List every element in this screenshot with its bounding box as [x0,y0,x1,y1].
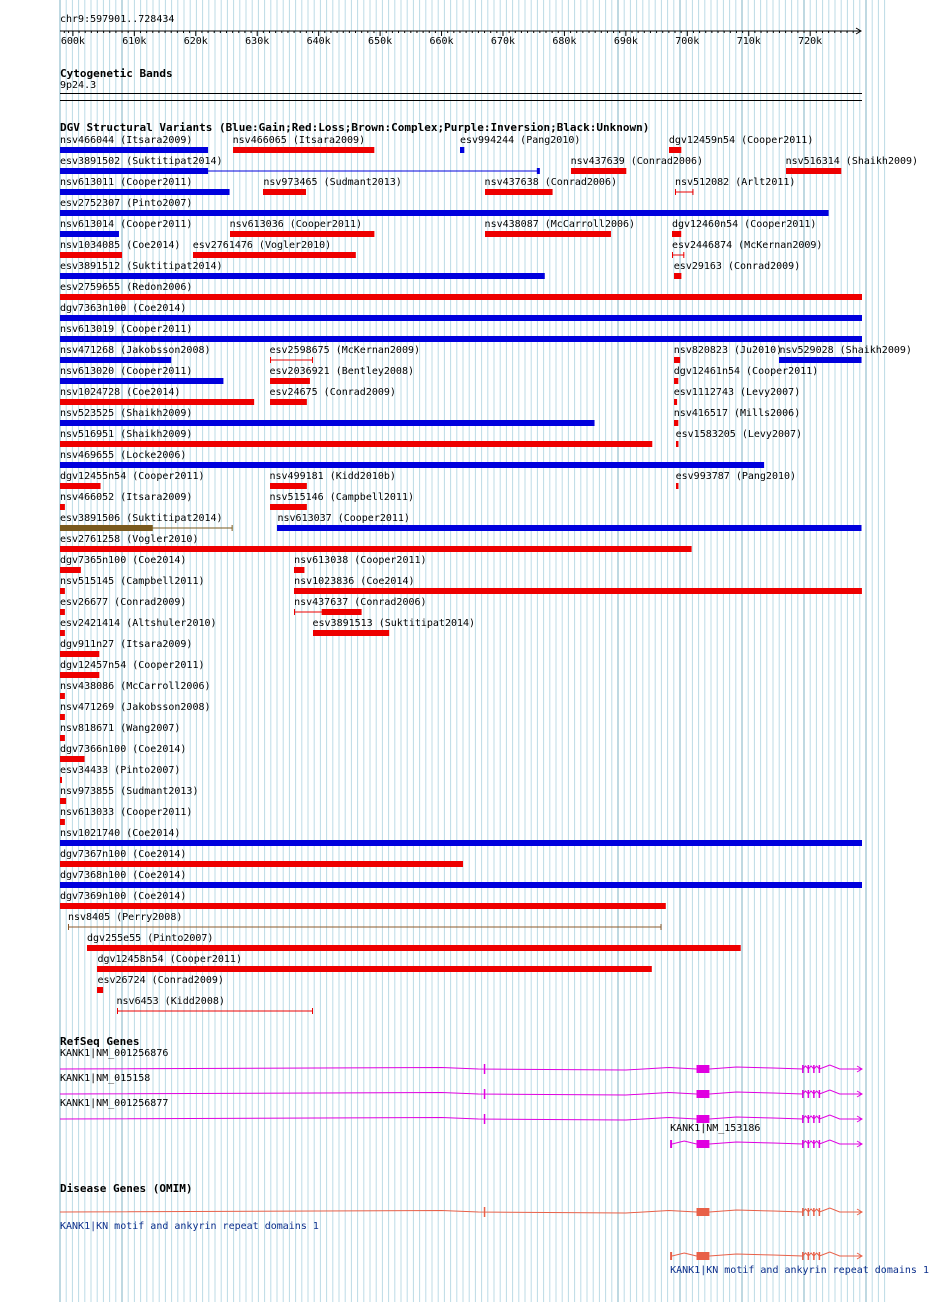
dgv-variant-glyph [60,609,67,617]
cytoband-divider-top [60,93,862,94]
dgv-variant-glyph [672,252,686,260]
dgv-variant-label: dgv12457n54 (Cooper2011) [60,660,205,671]
ruler-tick-label: 670k [490,36,516,47]
dgv-variant-glyph [676,441,680,449]
dgv-variant-glyph [60,546,694,554]
dgv-variant-label: esv3891513 (Suktitipat2014) [312,618,476,629]
dgv-variant-glyph [294,567,306,575]
dgv-variant[interactable] [673,387,801,407]
dgv-variant[interactable] [87,933,741,953]
dgv-variant-glyph [60,630,67,638]
dgv-variant-label: esv26677 (Conrad2009) [60,597,187,608]
refseq-gene-label: KANK1|NM_001256876 [60,1048,169,1059]
dgv-variant-glyph [60,483,103,491]
dgv-variant-label: nsv471269 (Jakobsson2008) [60,702,211,713]
dgv-variant-label: esv2761258 (Vogler2010) [60,534,199,545]
dgv-variant[interactable] [60,156,540,176]
dgv-variant-label: nsv613036 (Cooper2011) [229,219,363,230]
dgv-variant-glyph [60,336,864,344]
refseq-gene[interactable] [0,1123,890,1157]
dgv-variant-glyph [60,504,67,512]
dgv-variant-glyph [676,483,680,491]
dgv-variant[interactable] [277,513,862,533]
omim-gene-label: KANK1|KN motif and ankyrin repeat domains 1 [670,1265,929,1276]
ruler-tick-label: 700k [675,36,700,47]
dgv-variant-label: esv34433 (Pinto2007) [60,765,181,776]
ruler-tick-label: 600k [60,36,85,47]
dgv-variant[interactable] [484,177,617,197]
dgv-variant-label: nsv437637 (Conrad2006) [294,597,427,608]
dgv-variant[interactable] [60,576,205,596]
dgv-variant[interactable] [294,555,427,575]
dgv-variant-glyph [60,252,124,260]
dgv-variant[interactable] [60,303,862,323]
dgv-variant-label: dgv12460n54 (Cooper2011) [671,219,817,230]
dgv-variant-label: esv2598675 (McKernan2009) [269,345,421,356]
dgv-variant-glyph [60,168,542,176]
dgv-variant-glyph [277,525,864,533]
dgv-variant[interactable] [269,471,396,491]
dgv-variant-glyph [233,147,376,155]
dgv-variant-label: esv29163 (Conrad2009) [673,261,801,272]
dgv-variant[interactable] [312,618,476,638]
dgv-variant[interactable] [60,597,187,617]
dgv-variant-glyph [68,924,664,932]
dgv-variant[interactable] [60,219,193,239]
dgv-variant[interactable] [60,240,181,260]
dgv-variant-glyph [60,441,654,449]
dgv-variant[interactable] [60,177,230,197]
dgv-variant[interactable] [60,513,233,533]
dgv-variant[interactable] [269,345,421,365]
dgv-variant-glyph [270,483,309,491]
dgv-variant-label: nsv613037 (Cooper2011) [277,513,410,524]
dgv-variant-label: dgv7368n100 (Coe2014) [60,870,187,881]
ruler-tick-label: 660k [429,36,454,47]
ruler-tick-label: 680k [552,36,577,47]
dgv-variant[interactable] [60,786,199,806]
dgv-variant-label: dgv12461n54 (Cooper2011) [673,366,819,377]
dgv-track-title: DGV Structural Variants (Blue:Gain;Red:Loss;Brown:Complex;Purple:Inversion;Black:Unknown) [60,121,650,134]
dgv-variant-glyph [60,672,101,680]
dgv-variant-label: esv2752307 (Pinto2007) [60,198,193,209]
dgv-variant-label: nsv820823 (Ju2010) [673,345,783,356]
dgv-variant-label: nsv416517 (Mills2006) [673,408,801,419]
dgv-variant-glyph [60,462,766,470]
dgv-variant[interactable] [263,177,402,197]
dgv-variant-glyph [674,399,679,407]
dgv-variant[interactable] [97,975,224,995]
dgv-variant-label: esv26724 (Conrad2009) [97,975,224,986]
dgv-variant[interactable] [671,219,817,239]
refseq-gene-model [0,1137,890,1151]
dgv-variant-glyph [674,357,682,365]
location-label: chr9:597901..728434 [60,14,175,25]
ruler-tick-label: 690k [613,36,638,47]
dgv-variant[interactable] [60,660,205,680]
dgv-variant-label: nsv613038 (Cooper2011) [294,555,427,566]
dgv-variant-glyph [294,588,864,596]
dgv-variant[interactable] [60,765,181,785]
dgv-variant-glyph [669,147,683,155]
dgv-variant-glyph [263,189,308,197]
dgv-variant-label: nsv613014 (Cooper2011) [60,219,193,230]
dgv-variant-label: nsv1034085 (Coe2014) [60,240,181,251]
dgv-variant[interactable] [269,366,414,386]
dgv-variant-glyph [60,273,547,281]
ruler-tick-label: 720k [798,36,823,47]
dgv-variant[interactable] [60,408,595,428]
omim-track-title: Disease Genes (OMIM) [60,1182,193,1195]
dgv-variant-glyph [230,231,376,239]
dgv-variant-label: esv2761476 (Vogler2010) [192,240,332,251]
ruler[interactable] [0,24,890,54]
dgv-variant[interactable] [673,366,819,386]
dgv-variant[interactable] [60,387,254,407]
ruler-tick-label: 640k [306,36,331,47]
dgv-variant[interactable] [60,429,652,449]
dgv-variant-glyph [270,357,315,365]
dgv-variant[interactable] [68,912,662,932]
dgv-variant-label: nsv438086 (McCarroll2006) [60,681,211,692]
dgv-variant-label: nsv466044 (Itsara2009) [60,135,193,146]
dgv-variant[interactable] [60,618,217,638]
dgv-variant[interactable] [60,849,463,869]
dgv-variant-glyph [60,357,173,365]
dgv-variant-glyph [97,987,105,995]
dgv-variant[interactable] [60,555,187,575]
dgv-variant-label: nsv973465 (Sudmant2013) [263,177,402,188]
dgv-variant[interactable] [484,219,636,239]
dgv-variant[interactable] [117,996,313,1016]
dgv-variant-glyph [270,378,312,386]
dgv-variant-glyph [779,357,864,365]
dgv-variant-glyph [60,210,831,218]
ruler-tick-label: 650k [368,36,393,47]
dgv-variant-label: nsv613020 (Cooper2011) [60,366,193,377]
dgv-variant-label: dgv7369n100 (Coe2014) [60,891,187,902]
dgv-variant[interactable] [60,891,666,911]
dgv-variant-label: nsv471268 (Jakobsson2008) [60,345,211,356]
refseq-gene-label: KANK1|NM_015158 [60,1073,151,1084]
ruler-tick-label: 620k [183,36,208,47]
dgv-variant-label: esv1112743 (Levy2007) [673,387,801,398]
dgv-variant-glyph [60,777,64,785]
omim-gene-label: KANK1|KN motif and ankyrin repeat domains 1 [60,1221,319,1232]
dgv-variant-label: nsv469655 (Locke2006) [60,450,187,461]
cytoband-track-title: Cytogenetic Bands [60,67,173,80]
dgv-variant-label: dgv7366n100 (Coe2014) [60,744,187,755]
dgv-variant[interactable] [60,471,205,491]
dgv-variant-label: esv1583205 (Levy2007) [675,429,803,440]
dgv-variant[interactable] [60,198,829,218]
dgv-variant-glyph [485,231,613,239]
dgv-variant-label: dgv12455n54 (Cooper2011) [60,471,205,482]
dgv-variant[interactable] [60,828,862,848]
dgv-variant[interactable] [294,597,427,617]
ruler-tick-label: 710k [736,36,761,47]
dgv-variant[interactable] [785,156,919,176]
dgv-variant-label: nsv512082 (Arlt2011) [675,177,796,188]
dgv-variant-label: esv3891506 (Suktitipat2014) [60,513,223,524]
dgv-variant-glyph [60,588,67,596]
dgv-variant[interactable] [673,408,801,428]
dgv-variant-glyph [60,882,864,890]
dgv-variant-label: nsv613019 (Cooper2011) [60,324,193,335]
dgv-variant-label: esv24675 (Conrad2009) [269,387,396,398]
dgv-variant-glyph [672,231,683,239]
dgv-variant-label: nsv613033 (Cooper2011) [60,807,193,818]
dgv-variant-label: esv994244 (Pang2010) [459,135,581,146]
dgv-variant-glyph [60,735,67,743]
dgv-variant-label: nsv973855 (Sudmant2013) [60,786,199,797]
dgv-variant[interactable] [60,450,764,470]
dgv-variant-label: nsv437639 (Conrad2006) [570,156,704,167]
dgv-variant-label: esv2759655 (Redon2006) [60,282,193,293]
ruler-tick-label: 630k [245,36,270,47]
dgv-variant[interactable] [269,387,396,407]
omim-gene[interactable] [0,1264,929,1298]
dgv-variant-label: nsv529028 (Shaikh2009) [779,345,912,356]
dgv-variant-glyph [60,903,668,911]
dgv-variant-glyph [60,693,67,701]
dgv-variant-glyph [60,378,225,386]
dgv-variant-glyph [674,273,683,281]
dgv-variant[interactable] [668,135,814,155]
dgv-variant-glyph [60,231,121,239]
omim-gene-model [0,1205,890,1219]
dgv-variant-glyph [60,147,210,155]
dgv-variant-label: nsv516314 (Shaikh2009) [785,156,919,167]
dgv-variant[interactable] [269,492,414,512]
dgv-variant-glyph [786,168,843,176]
refseq-track-title: RefSeq Genes [60,1035,140,1048]
dgv-variant[interactable] [675,471,797,491]
dgv-variant-glyph [60,567,83,575]
dgv-variant[interactable] [675,177,796,197]
dgv-variant[interactable] [60,282,862,302]
dgv-variant[interactable] [779,345,912,365]
dgv-variant-glyph [193,252,358,260]
dgv-variant[interactable] [671,240,823,260]
dgv-variant-label: dgv255e55 (Pinto2007) [87,933,214,944]
dgv-variant-label: dgv7363n100 (Coe2014) [60,303,187,314]
dgv-variant-glyph [60,840,864,848]
dgv-variant-label: esv2446874 (McKernan2009) [671,240,823,251]
dgv-variant-glyph [87,945,743,953]
dgv-variant[interactable] [60,492,193,512]
dgv-variant-glyph [60,525,235,533]
dgv-variant-glyph [674,420,680,428]
dgv-variant-glyph [485,189,555,197]
dgv-variant-glyph [270,399,309,407]
dgv-variant-label: nsv466065 (Itsara2009) [232,135,366,146]
dgv-variant[interactable] [60,534,692,554]
dgv-variant-label: nsv466052 (Itsara2009) [60,492,193,503]
dgv-variant-glyph [60,315,864,323]
dgv-variant-glyph [117,1008,315,1016]
omim-gene-model [0,1249,890,1263]
dgv-variant-label: dgv12459n54 (Cooper2011) [668,135,814,146]
dgv-variant-label: nsv613011 (Cooper2011) [60,177,193,188]
dgv-variant[interactable] [60,744,187,764]
dgv-variant-label: nsv515145 (Campbell2011) [60,576,205,587]
dgv-variant[interactable] [459,135,581,155]
dgv-variant-glyph [60,756,87,764]
dgv-variant-glyph [313,630,391,638]
dgv-variant-glyph [60,294,864,302]
dgv-variant-label: nsv515146 (Campbell2011) [269,492,414,503]
dgv-variant[interactable] [60,366,223,386]
dgv-variant-label: dgv7367n100 (Coe2014) [60,849,187,860]
dgv-variant-glyph [60,420,597,428]
dgv-variant-glyph [60,861,465,869]
dgv-variant-label: esv2036921 (Bentley2008) [269,366,414,377]
ruler-tick-label: 610k [122,36,147,47]
dgv-variant-label: nsv6453 (Kidd2008) [116,996,225,1007]
dgv-variant-glyph [60,189,232,197]
dgv-variant[interactable] [294,576,862,596]
dgv-variant-label: esv2421414 (Altshuler2010) [60,618,217,629]
refseq-gene-label: KANK1|NM_001256877 [60,1098,169,1109]
dgv-variant-label: nsv8405 (Perry2008) [67,912,183,923]
dgv-variant-label: dgv7365n100 (Coe2014) [60,555,187,566]
dgv-variant-label: nsv1024728 (Coe2014) [60,387,181,398]
dgv-variant[interactable] [60,681,211,701]
dgv-variant-label: nsv523525 (Shaikh2009) [60,408,193,419]
dgv-variant[interactable] [675,429,803,449]
dgv-variant-glyph [460,147,466,155]
refseq-gene-label: KANK1|NM_153186 [670,1123,761,1134]
dgv-variant[interactable] [230,219,374,239]
dgv-variant-label: nsv437638 (Conrad2006) [484,177,617,188]
dgv-variant-glyph [294,609,364,617]
dgv-variant-label: esv3891502 (Suktitipat2014) [60,156,223,167]
dgv-variant[interactable] [60,135,208,155]
dgv-variant-glyph [60,798,68,806]
dgv-variant[interactable] [193,240,356,260]
dgv-variant[interactable] [60,870,862,890]
dgv-variant-label: esv3891512 (Suktitipat2014) [60,261,223,272]
cytoband-label[interactable]: 9p24.3 [60,80,97,91]
dgv-variant-glyph [60,399,256,407]
dgv-variant[interactable] [60,324,862,344]
dgv-variant-glyph [571,168,628,176]
dgv-variant-label: dgv12458n54 (Cooper2011) [97,954,242,965]
dgv-variant-label: nsv818671 (Wang2007) [60,723,181,734]
dgv-variant[interactable] [60,702,211,722]
dgv-variant-glyph [60,819,67,827]
dgv-variant-label: dgv911n27 (Itsara2009) [60,639,193,650]
dgv-variant-label: nsv516951 (Shaikh2009) [60,429,193,440]
dgv-variant[interactable] [233,135,374,155]
dgv-variant[interactable] [60,639,193,659]
dgv-variant[interactable] [673,261,801,281]
dgv-variant-glyph [675,189,695,197]
dgv-variant-glyph [60,714,67,722]
dgv-variant-label: nsv1023836 (Coe2014) [294,576,415,587]
dgv-variant[interactable] [60,345,211,365]
dgv-variant[interactable] [60,261,545,281]
dgv-variant[interactable] [97,954,652,974]
dgv-variant-glyph [97,966,654,974]
dgv-variant-label: nsv1021740 (Coe2014) [60,828,181,839]
dgv-variant-label: esv993787 (Pang2010) [675,471,797,482]
dgv-variant[interactable] [673,345,783,365]
dgv-variant[interactable] [60,807,193,827]
dgv-variant-label: nsv438087 (McCarroll2006) [484,219,636,230]
dgv-variant-glyph [674,378,680,386]
dgv-variant-glyph [270,504,309,512]
dgv-variant-label: nsv499181 (Kidd2010b) [269,471,396,482]
cytoband-divider-bottom [60,100,862,101]
dgv-variant[interactable] [570,156,704,176]
dgv-variant[interactable] [60,723,181,743]
dgv-variant-glyph [60,651,101,659]
